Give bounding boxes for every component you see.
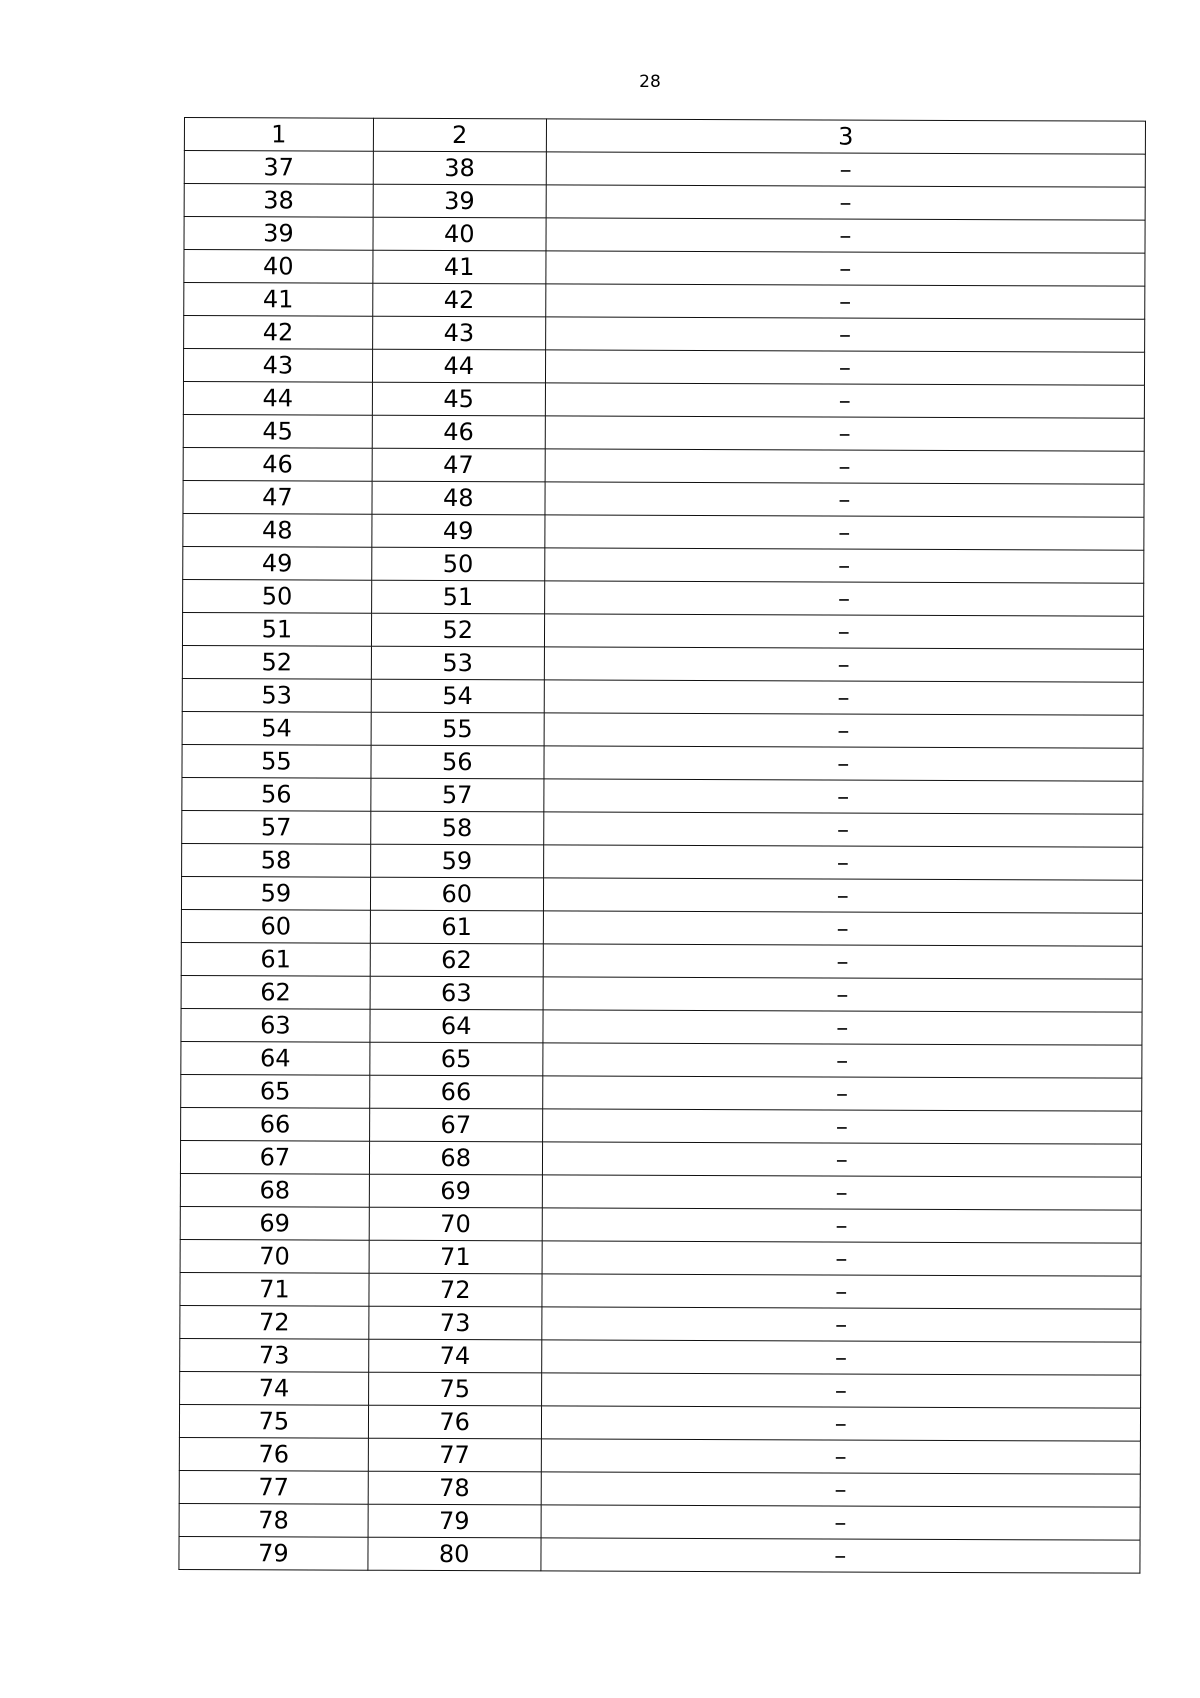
table-cell: – xyxy=(546,251,1145,286)
table-row xyxy=(181,1041,1142,1078)
table-cell: 45 xyxy=(183,414,372,448)
table-cell: – xyxy=(542,1241,1141,1276)
table-cell: – xyxy=(543,944,1142,979)
table-cell: 61 xyxy=(181,942,370,976)
table-cell: 52 xyxy=(182,645,371,679)
table-cell: 37 xyxy=(184,151,373,185)
table-cell: 55 xyxy=(371,712,544,746)
table-cell: 79 xyxy=(368,1504,541,1538)
table-cell: 73 xyxy=(180,1338,369,1372)
table-row xyxy=(179,1470,1140,1507)
table-cell: – xyxy=(542,1109,1141,1144)
table-cell: – xyxy=(545,383,1144,418)
table-cell: 54 xyxy=(371,679,544,713)
table-cell: 64 xyxy=(181,1041,370,1075)
table-row xyxy=(182,843,1143,880)
table-cell: 54 xyxy=(182,711,371,745)
table-cell: – xyxy=(544,713,1143,748)
table-cell: 51 xyxy=(182,612,371,646)
table-body xyxy=(179,151,1145,1574)
table-cell: 59 xyxy=(181,876,370,910)
table-cell: 71 xyxy=(180,1272,369,1306)
table-cell: – xyxy=(544,614,1143,649)
table-cell: – xyxy=(545,317,1144,352)
table-cell: 48 xyxy=(183,513,372,547)
table-row xyxy=(182,744,1143,781)
table-cell: 59 xyxy=(370,844,543,878)
table-cell: – xyxy=(543,977,1142,1012)
table-row xyxy=(183,579,1144,616)
table-cell: – xyxy=(541,1406,1140,1441)
table-row xyxy=(181,975,1142,1012)
table-row xyxy=(181,1008,1142,1045)
table-cell: – xyxy=(545,449,1144,484)
table-cell: – xyxy=(543,779,1142,814)
table-cell: 47 xyxy=(183,480,372,514)
table-row xyxy=(183,513,1144,550)
table-row xyxy=(181,1107,1142,1144)
table-cell: 38 xyxy=(184,184,373,218)
table-cell: 44 xyxy=(372,349,545,383)
table-row xyxy=(180,1305,1141,1342)
table-row xyxy=(180,1239,1141,1276)
table-cell: – xyxy=(542,1208,1141,1243)
table-row xyxy=(182,612,1143,649)
table-cell: 67 xyxy=(369,1108,542,1142)
table-cell: 70 xyxy=(180,1239,369,1273)
table-cell: 66 xyxy=(181,1107,370,1141)
table-cell: 53 xyxy=(182,678,371,712)
table-cell: 58 xyxy=(371,811,544,845)
table-cell: – xyxy=(546,152,1145,187)
table-cell: – xyxy=(544,746,1143,781)
table-row xyxy=(182,711,1143,748)
table-row xyxy=(184,283,1145,320)
table-cell: 56 xyxy=(371,745,544,779)
table-cell: 63 xyxy=(181,1008,370,1042)
table-cell: 64 xyxy=(370,1009,543,1043)
table-cell: 74 xyxy=(180,1371,369,1405)
table-cell: – xyxy=(545,416,1144,451)
table-row xyxy=(183,546,1144,583)
table-cell: 63 xyxy=(370,976,543,1010)
table-cell: – xyxy=(541,1307,1140,1342)
table-cell: 39 xyxy=(373,184,546,218)
table-cell: – xyxy=(542,1043,1141,1078)
table-cell: 43 xyxy=(372,316,545,350)
table-cell: – xyxy=(542,1076,1141,1111)
table-cell: – xyxy=(544,647,1143,682)
table-cell: 79 xyxy=(179,1536,368,1570)
table-cell: 46 xyxy=(183,447,372,481)
table-cell: – xyxy=(544,581,1143,616)
table-cell: 62 xyxy=(370,943,543,977)
table-cell: 50 xyxy=(183,579,372,613)
table-cell: – xyxy=(545,284,1144,319)
table-row xyxy=(180,1173,1141,1210)
table-cell: 76 xyxy=(368,1405,541,1439)
table-cell: 45 xyxy=(372,382,545,416)
table-cell: 75 xyxy=(368,1372,541,1406)
table-cell: 65 xyxy=(370,1042,543,1076)
table-row xyxy=(184,184,1145,221)
table-cell: 57 xyxy=(371,778,544,812)
table-cell: 49 xyxy=(183,546,372,580)
table-cell: 46 xyxy=(372,415,545,449)
table-cell: 76 xyxy=(179,1437,368,1471)
table-row xyxy=(180,1206,1141,1243)
table-cell: 60 xyxy=(181,909,370,943)
table-cell: 62 xyxy=(181,975,370,1009)
table-cell: 51 xyxy=(371,580,544,614)
table-row xyxy=(182,810,1143,847)
table-row xyxy=(182,678,1143,715)
page-number: 28 xyxy=(639,72,661,92)
table-row xyxy=(179,1437,1140,1474)
table-cell: 41 xyxy=(184,283,373,317)
table-cell: 73 xyxy=(369,1306,542,1340)
table-cell: 69 xyxy=(180,1206,369,1240)
table-row xyxy=(181,909,1142,946)
table-cell: 44 xyxy=(183,381,372,415)
table-cell: 71 xyxy=(369,1240,542,1274)
table-cell: 74 xyxy=(368,1339,541,1373)
table-cell: 70 xyxy=(369,1207,542,1241)
table-row xyxy=(183,414,1144,451)
table-row xyxy=(184,217,1145,254)
table-row xyxy=(180,1272,1141,1309)
table-cell: 47 xyxy=(372,448,545,482)
table-cell: 80 xyxy=(368,1537,541,1571)
table-row xyxy=(180,1338,1141,1375)
table-cell: 57 xyxy=(182,810,371,844)
table-row xyxy=(184,151,1145,188)
table-row xyxy=(181,876,1142,913)
table-cell: 72 xyxy=(369,1273,542,1307)
table-cell: 55 xyxy=(182,744,371,778)
table-header-row xyxy=(184,118,1145,155)
table-cell: – xyxy=(541,1373,1140,1408)
table-cell: – xyxy=(541,1439,1140,1474)
table-cell: 40 xyxy=(373,217,546,251)
table-row xyxy=(181,942,1142,979)
table-cell: – xyxy=(546,218,1145,253)
table-cell: 72 xyxy=(180,1305,369,1339)
table-row xyxy=(183,349,1144,386)
table-cell: – xyxy=(546,185,1145,220)
table-cell: 50 xyxy=(372,547,545,581)
table-cell: – xyxy=(544,548,1143,583)
table-cell: 41 xyxy=(373,250,546,284)
table-cell: 42 xyxy=(184,316,373,350)
table-cell: 49 xyxy=(372,514,545,548)
table-cell: – xyxy=(544,515,1143,550)
table-cell: – xyxy=(542,1175,1141,1210)
table-cell: – xyxy=(544,680,1143,715)
table-row xyxy=(183,381,1144,418)
table-cell: 58 xyxy=(182,843,371,877)
table-cell: 61 xyxy=(370,910,543,944)
table-cell: 67 xyxy=(180,1140,369,1174)
table-cell: 78 xyxy=(368,1471,541,1505)
table-row xyxy=(184,316,1145,353)
table-cell: 56 xyxy=(182,777,371,811)
table-row xyxy=(181,1074,1142,1111)
table-cell: 48 xyxy=(372,481,545,515)
table-cell: – xyxy=(545,350,1144,385)
table-cell: 40 xyxy=(184,250,373,284)
table-cell: 65 xyxy=(181,1074,370,1108)
table-cell: 77 xyxy=(368,1438,541,1472)
table-row xyxy=(179,1536,1140,1573)
column-header: 1 xyxy=(184,118,373,152)
table-row xyxy=(179,1404,1140,1441)
table-cell: – xyxy=(542,1274,1141,1309)
table-cell: 69 xyxy=(369,1174,542,1208)
table-row xyxy=(179,1503,1140,1540)
table-cell: – xyxy=(541,1538,1140,1573)
table-cell: – xyxy=(543,845,1142,880)
table-cell: 68 xyxy=(369,1141,542,1175)
table-cell: – xyxy=(541,1340,1140,1375)
table-cell: – xyxy=(545,482,1144,517)
table-cell: – xyxy=(541,1472,1140,1507)
table-cell: 78 xyxy=(179,1503,368,1537)
table-row xyxy=(182,777,1143,814)
table-row xyxy=(182,645,1143,682)
column-header: 2 xyxy=(373,118,546,152)
table-row xyxy=(180,1140,1141,1177)
table-cell: 38 xyxy=(373,151,546,185)
table-row xyxy=(180,1371,1141,1408)
table-cell: – xyxy=(543,911,1142,946)
table-cell: – xyxy=(543,1010,1142,1045)
table-cell: 39 xyxy=(184,217,373,251)
table-cell: – xyxy=(543,878,1142,913)
column-header: 3 xyxy=(546,119,1145,154)
table-cell: – xyxy=(542,1142,1141,1177)
table-cell: 52 xyxy=(371,613,544,647)
table-cell: 66 xyxy=(370,1075,543,1109)
table-cell: 75 xyxy=(179,1404,368,1438)
table-cell: – xyxy=(541,1505,1140,1540)
table-cell: 77 xyxy=(179,1470,368,1504)
table-cell: 42 xyxy=(373,283,546,317)
table-cell: 53 xyxy=(371,646,544,680)
table-row xyxy=(183,447,1144,484)
table-cell: 60 xyxy=(370,877,543,911)
table-cell: – xyxy=(543,812,1142,847)
data-table xyxy=(178,117,1146,1574)
table-cell: 68 xyxy=(180,1173,369,1207)
table-row xyxy=(184,250,1145,287)
table-row xyxy=(183,480,1144,517)
table-cell: 43 xyxy=(183,349,372,383)
